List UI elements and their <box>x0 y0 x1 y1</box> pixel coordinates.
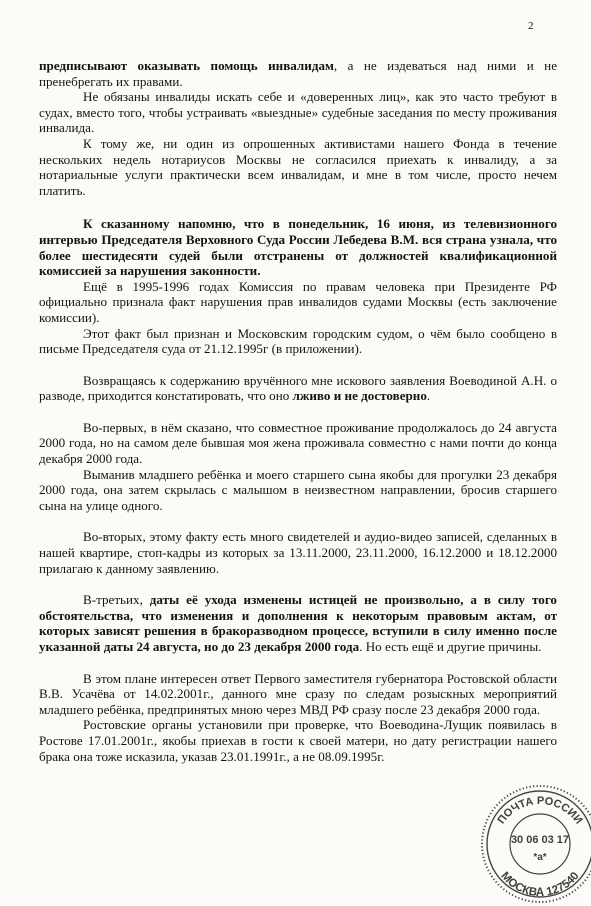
svg-text:ПОЧТА РОССИИ <box>495 795 584 826</box>
paragraph-11: В-третьих, даты её ухода изменены истицей не произвольно, а в силу того обстоятельства, что изменения и дополнения к некоторым правовым актам, от которых зависят решения в бракоразводном процессе, вступили в силу именно после указанной даты 24 августа, но до 23 декабря 2000 года. Но есть ещё и другие причины. <box>39 592 557 654</box>
paragraph-6: Этот факт был признан и Московским городским судом, о чём было сообщено в письме Председателя суда от 21.12.1995г (в приложении). <box>39 325 557 357</box>
bold-phrase: даты её ухода изменены истицей не произвольно, а в силу того обстоятельства, что изменения и дополнения к некоторым правовым актам, от которых зависят решения в бракоразводном процессе, вступили в силу именно после указанной даты 24 августа, но до 23 декабря 2000 года <box>39 592 557 654</box>
paragraph-9: Выманив младшего ребёнка и моего старшего сына якобы для прогулки 23 декабря 2000 года, она затем скрылась с малышом в неизвестном направлении, бросив старшего сына на улице одного. <box>39 466 557 513</box>
bold-phrase: предписывают оказывать помощь инвалидам <box>39 58 334 73</box>
letter-body <box>39 58 557 764</box>
paragraph-2: Не обязаны инвалиды искать себе и «доверенных лиц», как это часто требуют в судах, вместо того, чтобы устраивать «выездные» судебные заседания по месту проживания инвалида. <box>39 89 557 136</box>
bold-phrase: лживо и не достоверно <box>292 388 427 404</box>
stamp-top-text: ПОЧТА РОССИИ <box>495 794 585 827</box>
paragraph-3: К тому же, ни один из опрошенных активистами нашего Фонда в течение нескольких недель нотариусов Москвы не согласился приехать к инвалиду, а за нотариальные услуги практически всем инвалидам, и мне в том числе, просто нечем платить. <box>39 135 557 198</box>
paragraph-8: Во-первых, в нём сказано, что совместное проживание продолжалось до 24 августа 2000 года, но на самом деле бывшая моя жена проживала совместно с нами почти до конца декабря 2000 года. <box>39 419 557 467</box>
paragraph-5: Ещё в 1995-1996 годах Комиссия по правам человека при Президенте РФ официально признала факт нарушения прав инвалидов судами Москвы (есть заключение комиссии). <box>39 278 557 325</box>
paragraph-13: Ростовские органы установили при проверке, что Воеводина-Лущик появилась в Ростове 17.01.2001г., якобы приехав в гости к своей матери, но дату регистрации нашего брака она тоже исказила, указав 23.01.1991г., а не 08.09.1995г. <box>39 717 557 764</box>
postal-stamp-icon <box>478 782 591 906</box>
stamp-letter: *а* <box>533 852 547 863</box>
paragraph-10: Во-вторых, этому факту есть много свидетелей и аудио-видео записей, сделанных в нашей квартире, стоп-кадры из которых за 13.11.2000, 23.11.2000, 16.12.2000 и 18.12.2000 прилагаю к данному заявлению. <box>39 529 557 576</box>
paragraph-1: предписывают оказывать помощь инвалидам, а не издеваться над ними и не пренебрегать их правами. <box>39 58 558 89</box>
page-number: 2 <box>528 20 534 32</box>
paragraph-7: Возвращаясь к содержанию вручённого мне искового заявления Воеводиной А.Н. о разводе, приходится констатировать, что оно лживо и не достоверно. <box>39 372 557 404</box>
stamp-date: 30 06 03 17 <box>510 834 570 846</box>
stamp-bottom-text: МОСКВА 127540 <box>498 869 582 900</box>
paragraph-4-bold: К сказанному напомню, что в понедельник, 16 июня, из телевизионного интервью Председателя Верховного Суда России Лебедева В.М. вся страна узнала, что более шестидесяти судей были отстранены от должностей квалификационной комиссией за нарушения законности. <box>39 216 557 279</box>
paragraph-12: В этом плане интересен ответ Первого заместителя губернатора Ростовской области В.В. Усачёва от 14.02.2001г., данного мне сразу по следам розыскных мероприятий младшего ребёнка, предпринятых мною через МВД РФ сразу после 23 декабря 2000 года. <box>39 670 557 717</box>
